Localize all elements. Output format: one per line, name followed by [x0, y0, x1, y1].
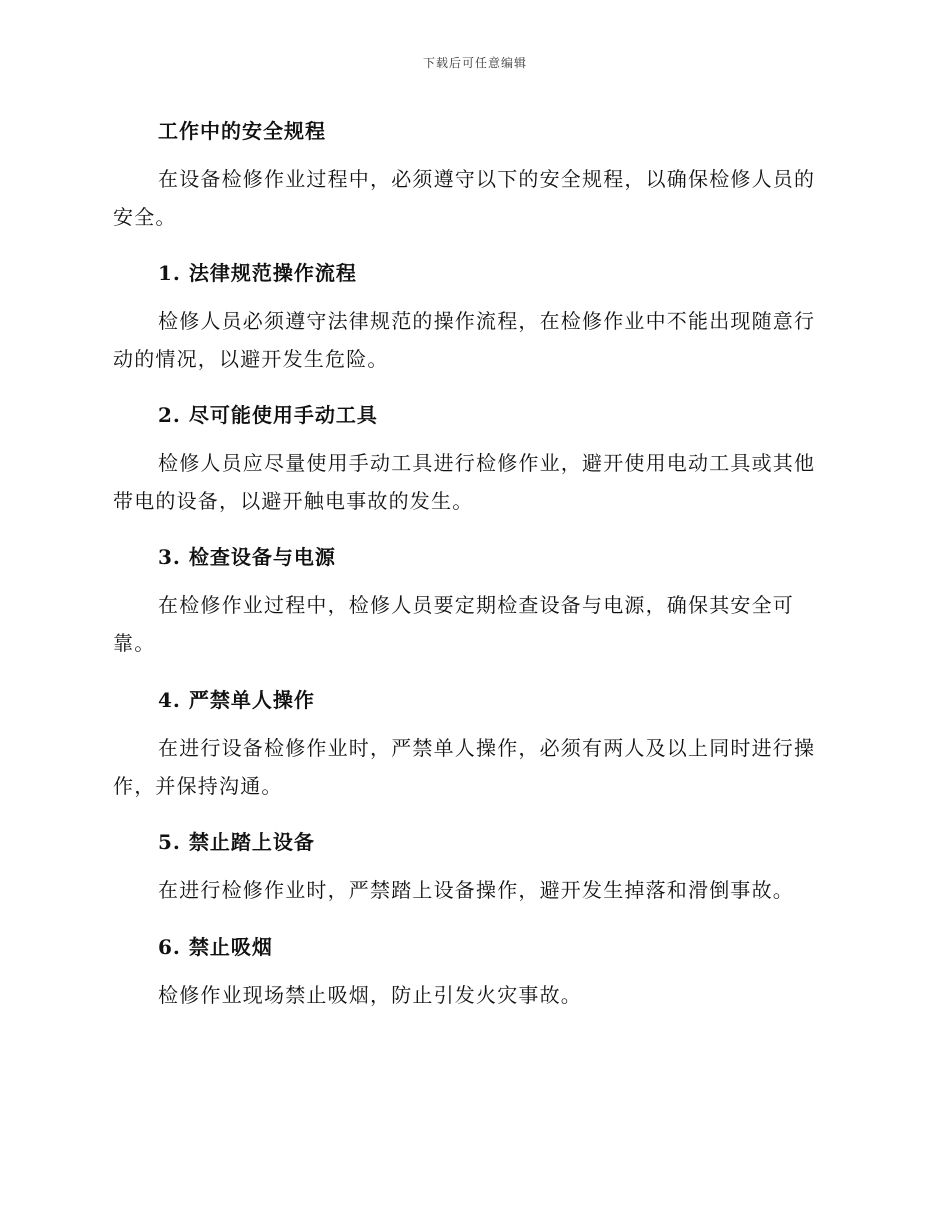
section-heading-3: 3. 检查设备与电源 — [158, 545, 336, 569]
section-body-2: 检修人员应尽量使用手动工具进行检修作业，避开使用电动工具或其他带电的设备，以避开触电事故的发生。 — [113, 451, 816, 513]
intro-paragraph: 在设备检修作业过程中，必须遵守以下的安全规程，以确保检修人员的安全。 — [113, 167, 816, 229]
section-body-3: 在检修作业过程中，检修人员要定期检查设备与电源，确保其安全可靠。 — [113, 593, 794, 655]
section-body-5: 在进行检修作业时，严禁踏上设备操作，避开发生掉落和滑倒事故。 — [158, 878, 794, 902]
section-heading-2: 2. 尽可能使用手动工具 — [158, 403, 378, 427]
section-heading-6: 6. 禁止吸烟 — [158, 935, 273, 959]
document-title: 工作中的安全规程 — [158, 119, 326, 143]
section-body-6: 检修作业现场禁止吸烟，防止引发火灾事故。 — [158, 983, 582, 1007]
header-note: 下载后可任意编辑 — [422, 56, 527, 70]
section-heading-5: 5. 禁止踏上设备 — [158, 830, 315, 854]
section-body-1: 检修人员必须遵守法律规范的操作流程，在检修作业中不能出现随意行动的情况，以避开发生危险。 — [113, 309, 816, 371]
section-body-4: 在进行设备检修作业时，严禁单人操作，必须有两人及以上同时进行操作，并保持沟通。 — [113, 736, 816, 798]
section-heading-1: 1. 法律规范操作流程 — [158, 261, 357, 285]
section-heading-4: 4. 严禁单人操作 — [158, 688, 315, 712]
